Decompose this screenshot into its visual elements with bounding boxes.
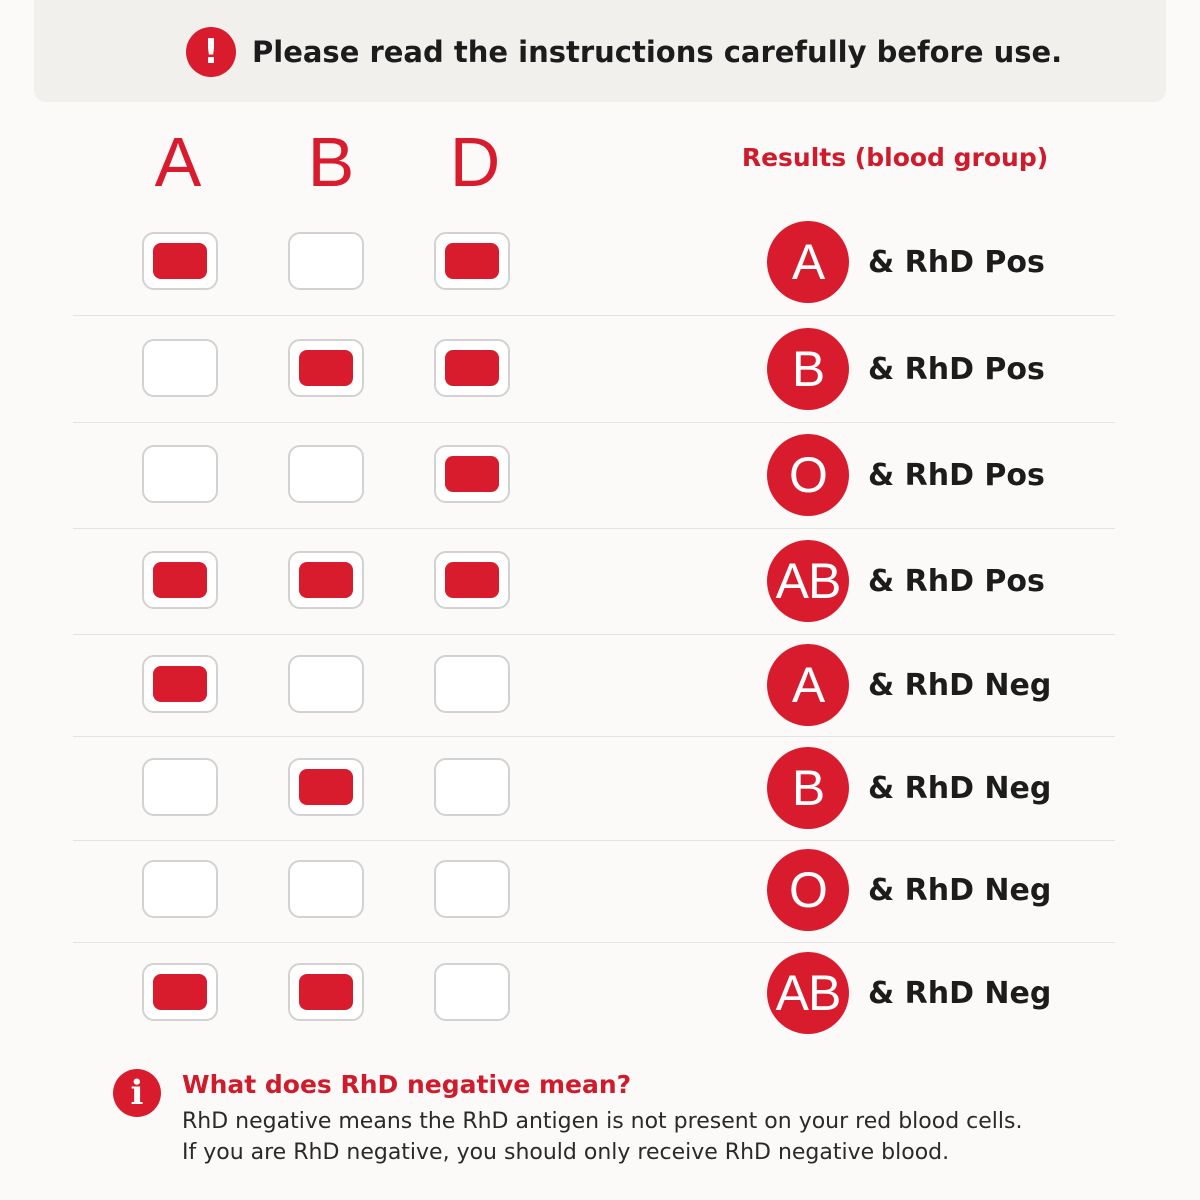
reaction-fill	[299, 974, 353, 1010]
rhd-result-label: & RhD Pos	[868, 458, 1045, 493]
reaction-cell-a-negative	[142, 445, 218, 503]
column-header-a: A	[154, 123, 202, 201]
reaction-cell-a-positive	[142, 551, 218, 609]
reaction-fill	[153, 974, 207, 1010]
rhd-result-label: & RhD Neg	[868, 668, 1052, 703]
reaction-cell-b-negative	[288, 655, 364, 713]
reaction-cell-d-positive	[434, 551, 510, 609]
info-icon: i	[113, 1069, 161, 1117]
reaction-fill	[445, 243, 499, 279]
row-divider	[73, 528, 1115, 529]
reaction-cell-a-negative	[142, 339, 218, 397]
reaction-cell-d-positive	[434, 445, 510, 503]
reaction-cell-b-positive	[288, 339, 364, 397]
reaction-cell-b-negative	[288, 232, 364, 290]
column-header-d: D	[449, 123, 501, 201]
results-heading: Results (blood group)	[741, 143, 1049, 172]
rhd-result-label: & RhD Pos	[868, 352, 1045, 387]
reaction-fill	[299, 769, 353, 805]
reaction-cell-a-negative	[142, 758, 218, 816]
rhd-result-label: & RhD Pos	[868, 245, 1045, 280]
row-divider	[73, 840, 1115, 841]
reaction-fill	[299, 350, 353, 386]
reaction-fill	[153, 243, 207, 279]
row-divider	[73, 634, 1115, 635]
exclamation-icon: !	[186, 27, 236, 77]
reaction-cell-b-positive	[288, 758, 364, 816]
rhd-result-label: & RhD Neg	[868, 873, 1052, 908]
info-line-2: If you are RhD negative, you should only receive RhD negative blood.	[182, 1140, 950, 1165]
reaction-cell-d-negative	[434, 655, 510, 713]
reaction-fill	[445, 456, 499, 492]
info-line-1: RhD negative means the RhD antigen is not present on your red blood cells.	[182, 1109, 1023, 1134]
blood-group-badge: B	[767, 747, 849, 829]
reaction-fill	[445, 350, 499, 386]
reaction-cell-d-negative	[434, 860, 510, 918]
reaction-cell-d-negative	[434, 758, 510, 816]
reaction-cell-a-positive	[142, 963, 218, 1021]
column-header-b: B	[307, 123, 355, 201]
blood-group-badge: AB	[767, 540, 849, 622]
rhd-result-label: & RhD Neg	[868, 771, 1052, 806]
row-divider	[73, 315, 1115, 316]
reaction-cell-a-negative	[142, 860, 218, 918]
reaction-cell-b-negative	[288, 860, 364, 918]
row-divider	[73, 736, 1115, 737]
row-divider	[73, 422, 1115, 423]
reaction-cell-d-positive	[434, 339, 510, 397]
blood-group-badge: B	[767, 328, 849, 410]
reaction-fill	[299, 562, 353, 598]
rhd-result-label: & RhD Neg	[868, 976, 1052, 1011]
blood-group-badge: O	[767, 434, 849, 516]
blood-group-badge: O	[767, 849, 849, 931]
blood-group-badge: A	[767, 221, 849, 303]
rhd-result-label: & RhD Pos	[868, 564, 1045, 599]
reaction-fill	[445, 562, 499, 598]
info-title: What does RhD negative mean?	[182, 1070, 632, 1099]
reaction-fill	[153, 562, 207, 598]
reaction-fill	[153, 666, 207, 702]
reaction-cell-b-positive	[288, 551, 364, 609]
reaction-cell-b-positive	[288, 963, 364, 1021]
instructions-text: Please read the instructions carefully before use.	[252, 35, 1063, 69]
row-divider	[73, 942, 1115, 943]
reaction-cell-d-negative	[434, 963, 510, 1021]
reaction-cell-b-negative	[288, 445, 364, 503]
reaction-cell-a-positive	[142, 232, 218, 290]
reaction-cell-a-positive	[142, 655, 218, 713]
reaction-cell-d-positive	[434, 232, 510, 290]
blood-group-badge: A	[767, 644, 849, 726]
blood-group-badge: AB	[767, 952, 849, 1034]
